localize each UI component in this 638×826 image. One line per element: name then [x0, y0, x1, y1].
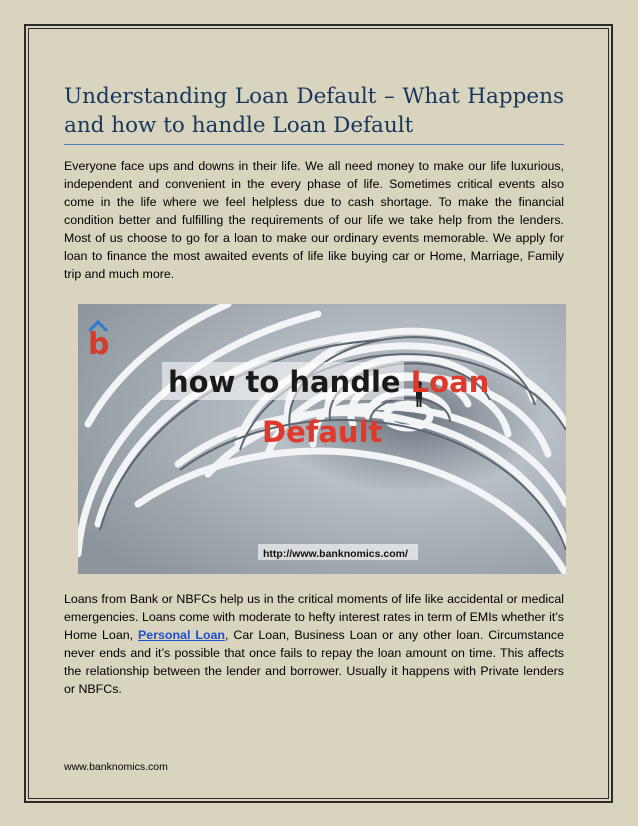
loans-paragraph: [64, 590, 564, 698]
hero-headline-line1: how to handle Loan: [168, 365, 490, 399]
personal-loan-link[interactable]: Personal Loan: [138, 628, 225, 642]
logo-letter: b: [88, 327, 110, 362]
title-underline: [64, 144, 564, 145]
loans-paragraph-text-start: Loans from Bank or NBFCs help us in the critical moments of life like accidental or medical emergencies. Loans come with moderate to hefty interest rates in term of EMIs whether it’s Home Loan,: [64, 592, 564, 642]
hero-url: http://www.banknomics.com/: [263, 548, 408, 560]
intro-paragraph: Everyone face ups and downs in their life. We all need money to make our life luxurious, independent and convenient in the every phase of life. Sometimes critical events also come in the life where we feel helpless due to cash shortage. To make the financial condition better and fulfilling the requirements of our life we take help from the lenders. Most of us choose to go for a loan to make our ordinary events memorable. We apply for loan to finance the most awaited events of life like buying car or Home, Marriage, Family trip and much more.: [64, 159, 564, 281]
banknomics-logo: [88, 322, 109, 362]
maze-illustration: [78, 304, 566, 574]
hero-image: [78, 304, 566, 574]
loans-paragraph-text-end: , Car Loan, Business Loan or any other loan. Circumstance never ends and it’s possible that once fails to repay the loan amount on time. This affects the relationship between the lender and borrower. Usually it happens with Private lenders or NBFCs.: [64, 628, 564, 696]
hero-headline-line2: Default: [262, 415, 383, 449]
page-title: Understanding Loan Default – What Happens and how to handle Loan Default: [64, 84, 564, 138]
footer-url: www.banknomics.com: [64, 761, 168, 773]
